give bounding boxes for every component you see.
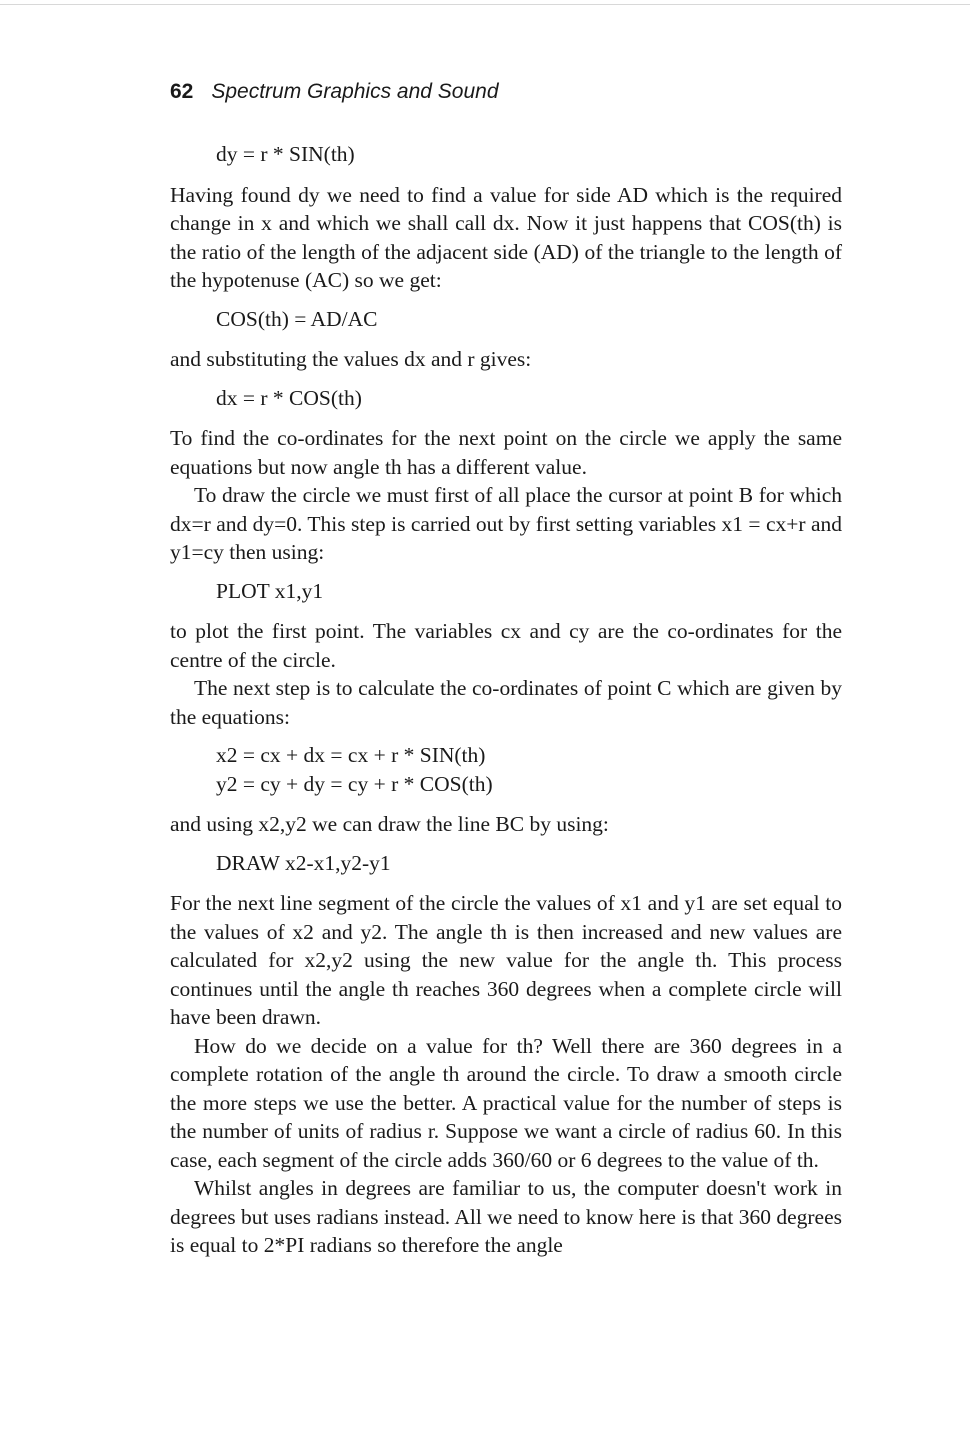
paragraph: For the next line segment of the circle the values of x1 and y1 are set equal to the values of x2 and y2. The angle th is then increased and new values are calculated for x2,y2 using the new value for the angle th. This process continues until the angle th reaches 360 degrees when a complete circle will have been drawn. [170,891,842,1029]
paragraph: to plot the first point. The variables cx and cy are the co-ordinates for the centre of the circle. [170,619,842,672]
equation-draw: DRAW x2-x1,y2-y1 [216,850,391,875]
paragraph: To find the co-ordinates for the next point on the circle we apply the same equations but now angle th has a different value. [170,426,842,479]
equation-x2: x2 = cx + dx = cx + r * SIN(th) [216,743,486,767]
running-header [170,80,499,104]
equation-dx: dx = r * COS(th) [216,385,362,410]
paragraph: Having found dy we need to find a value for side AD which is the required change in x and which we shall call dx. Now it just happens that COS(th) is the ratio of the length of the adjacent side (AD) of the triangle to the length of the hypotenuse (AC) so we get: [170,182,842,292]
equation-y2: y2 = cy + dy = cy + r * COS(th) [216,771,493,796]
book-title: Spectrum Graphics and Sound [211,80,499,103]
paragraph: and using x2,y2 we can draw the line BC by using: [170,812,609,836]
body-text [170,140,842,1260]
equation-dy: dy = r * SIN(th) [216,142,355,166]
paragraph: and substituting the values dx and r gives: [170,347,532,371]
equation-group-x2-y2 [170,741,842,798]
paragraph: The next step is to calculate the co-ordinates of point C which are given by the equations: [170,676,842,729]
equation-cos: COS(th) = AD/AC [216,306,378,331]
paragraph: Whilst angles in degrees are familiar to us, the computer doesn't work in degrees but uses radians instead. All we need to know here is that 360 degrees is equal to 2*PI radians so therefore the angle [170,1176,842,1257]
paragraph: How do we decide on a value for th? Well there are 360 degrees in a complete rotation of the angle th around the circle. To draw a smooth circle the more steps we use the better. A practical value for the number of steps is the number of units of radius r. Suppose we want a circle of radius 60. In this case, each segment of the circle adds 360/60 or 6 degrees to the value of th. [170,1033,842,1172]
top-rule [0,4,970,5]
page-number: 62 [170,80,194,103]
equation-plot: PLOT x1,y1 [216,578,324,603]
paragraph: To draw the circle we must first of all place the cursor at point B for which dx=r and dy=0. This step is carried out by first setting variables x1 = cx+r and y1=cy then using: [170,483,842,564]
